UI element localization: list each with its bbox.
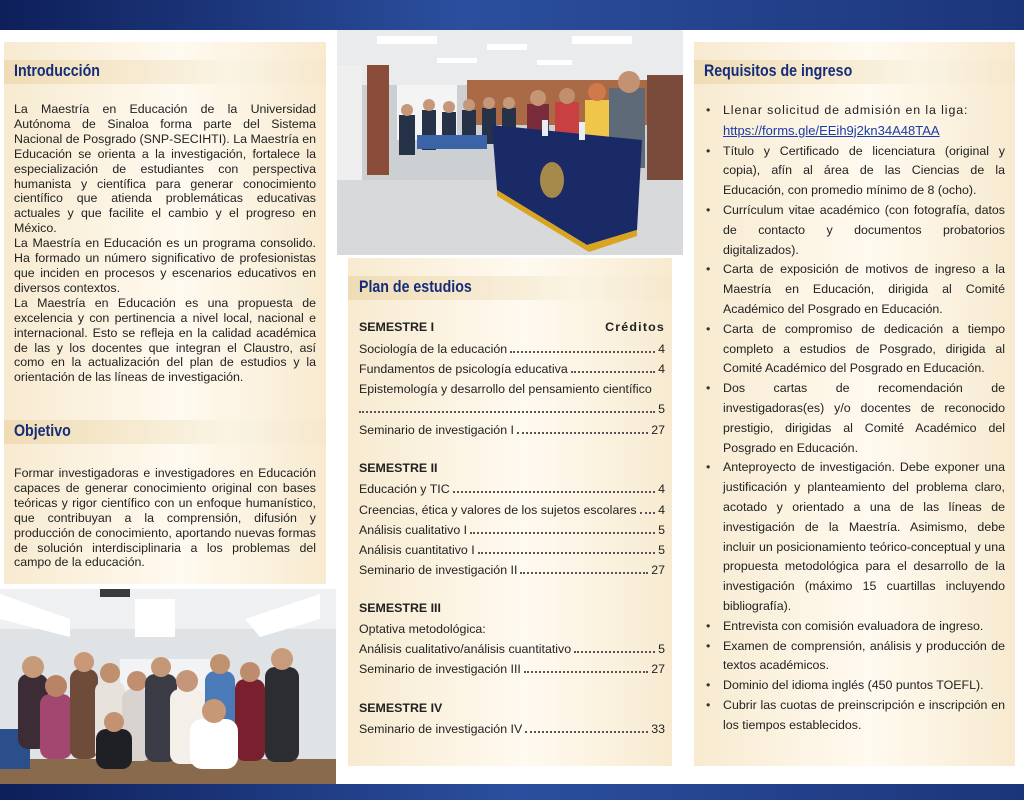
course-row xyxy=(359,499,665,517)
top-banner xyxy=(0,0,1024,30)
requisito-item: • Anteproyecto de investigación. Debe exponer una justificación y planteamiento del problema claro, acotado y orientado a una de las líneas de investigación de la Maestría. Asimismo, debe incluir un posicionamiento teórico-conceptual y una propuesta metodológica para el desarrollo de la investigación (máximo 15 cuartillas incluyendo bibliografía). xyxy=(704,458,1005,616)
course-name: Seminario de investigación II xyxy=(359,563,518,577)
group-photo-graphic xyxy=(0,589,336,784)
course-credits: 33 xyxy=(651,722,665,736)
course-credits: 27 xyxy=(651,563,665,577)
credits-header: Créditos xyxy=(605,320,665,334)
course-name: Análisis cualitativo/análisis cuantitativo xyxy=(359,642,572,656)
course-row xyxy=(359,658,665,676)
course-credits: 4 xyxy=(658,362,665,376)
semester-subtitle: Optativa metodológica: xyxy=(359,622,486,636)
requisito-item: • Examen de comprensión, análisis y producción de textos académicos. xyxy=(704,637,1005,677)
semester-title: SEMESTRE III xyxy=(359,601,441,615)
course-name: Seminario de investigación IV xyxy=(359,722,523,736)
meeting-photo xyxy=(337,30,683,255)
course-row xyxy=(359,638,665,656)
semester-title: SEMESTRE II xyxy=(359,461,438,475)
intro-paragraph: La Maestría en Educación es un programa consolido. Ha formado un número significativo de profesionistas que inciden en procesos y escenarios educativos en diversos contextos. xyxy=(14,236,316,295)
course-name: Sociología de la educación xyxy=(359,342,508,356)
requisito-item: • Dominio del idioma inglés (450 puntos TOEFL). xyxy=(704,676,1005,696)
intro-text xyxy=(14,102,316,385)
course-credits: 27 xyxy=(651,662,665,676)
course-row xyxy=(359,559,665,577)
requisitos-heading: Requisitos de ingreso xyxy=(704,62,853,80)
course-row xyxy=(359,539,665,557)
course-credits: 4 xyxy=(658,342,665,356)
requisitos-list xyxy=(704,101,1005,736)
requisito-item: • Título y Certificado de licenciatura (original y copia), afín al área de las Ciencias de la Educación, con promedio mínimo de 8 (ocho). xyxy=(704,142,1005,201)
objetivo-text: Formar investigadoras e investigadores en Educación capaces de generar conocimiento original con bases teóricas y rigor científico con un enfoque humanístico, que contribuyan a la comprensión, difusión y producción de conocimiento, aportando nuevas formas de solución interdisciplinaria a los problemas del campo de la educación. xyxy=(14,466,316,570)
requisito-item: • Currículum vitae académico (con fotografía, datos de contacto y documentos probatorios digitalizados). xyxy=(704,201,1005,260)
semester-title: SEMESTRE IV xyxy=(359,701,443,715)
course-credits: 5 xyxy=(658,543,665,557)
intro-paragraph: La Maestría en Educación de la Universidad Autónoma de Sinaloa forma parte del Sistema Nacional de Posgrado (SNP-SECIHTI). La Maestría en Educación se orienta a la investigación, fortalece la especialización de estudiantes con perspectiva humanista y científica para generar conocimiento científico que atienda problemáticas educativas actuales y que facilite el cambio y el progreso en México. xyxy=(14,102,316,236)
semester-title: SEMESTRE I xyxy=(359,320,435,334)
left-panel xyxy=(4,42,326,584)
course-row xyxy=(359,519,665,537)
requisito-item: • Cubrir las cuotas de preinscripción e inscripción en los tiempos establecidos. xyxy=(704,696,1005,736)
admission-form-link[interactable]: https://forms.gle/EEih9j2kn34A48TAA xyxy=(723,122,940,138)
intro-heading: Introducción xyxy=(14,62,100,80)
requisito-item: • Carta de compromiso de dedicación a tiempo completo a estudios de Posgrado, dirigida al Comité Académico del Posgrado en Educación. xyxy=(704,320,1005,379)
course-name: Fundamentos de psicología educativa xyxy=(359,362,568,376)
course-row xyxy=(359,419,665,437)
meeting-photo-graphic xyxy=(337,30,683,255)
course-credits: 4 xyxy=(658,482,665,496)
course-row xyxy=(359,338,665,356)
requisito-item: • Entrevista con comisión evaluadora de ingreso. xyxy=(704,617,1005,637)
intro-paragraph: La Maestría en Educación es una propuesta de excelencia y con pertinencia a nivel local, nacional e internacional. Esto se refleja en la calidad académica de las y los docentes que integran el Claustro, así como en la actualización del plan de estudios y la orientación de las líneas de investigación. xyxy=(14,295,316,385)
course-row-wrap xyxy=(359,378,665,396)
course-credits: 5 xyxy=(658,523,665,537)
semester-subtitle-row xyxy=(359,618,665,636)
course-name: Seminario de investigación I xyxy=(359,423,514,437)
course-row xyxy=(359,398,665,416)
requisito-item: • Dos cartas de recomendación de investigadoras(es) y/o docentes de reconocido prestigio, dirigidas al Comité Académico del Posgrado en Educación. xyxy=(704,379,1005,458)
course-row xyxy=(359,478,665,496)
course-name: Creencias, ética y valores de los sujetos escolares xyxy=(359,503,637,517)
objetivo-heading: Objetivo xyxy=(14,422,71,440)
course-row xyxy=(359,718,665,736)
course-credits: 5 xyxy=(658,402,665,416)
course-credits: 4 xyxy=(658,503,665,517)
course-name: Análisis cualitativo I xyxy=(359,523,468,537)
course-credits: 5 xyxy=(658,642,665,656)
plan-table xyxy=(359,318,665,738)
course-name: Epistemología y desarrollo del pensamiento científico xyxy=(359,382,652,396)
plan-heading: Plan de estudios xyxy=(359,278,472,296)
group-photo xyxy=(0,589,336,784)
course-name: Análisis cuantitativo I xyxy=(359,543,475,557)
course-name: Seminario de investigación III xyxy=(359,662,521,676)
bottom-banner xyxy=(0,784,1024,800)
course-row xyxy=(359,358,665,376)
requisito-item: • Carta de exposición de motivos de ingreso a la Maestría en Educación, dirigida al Comité Académico del Posgrado en Educación. xyxy=(704,260,1005,319)
requisito-item: • Llenar solicitud de admisión en la liga: https://forms.gle/EEih9j2kn34A48TAA xyxy=(704,101,1005,142)
course-credits: 27 xyxy=(651,423,665,437)
course-name: Educación y TIC xyxy=(359,482,450,496)
